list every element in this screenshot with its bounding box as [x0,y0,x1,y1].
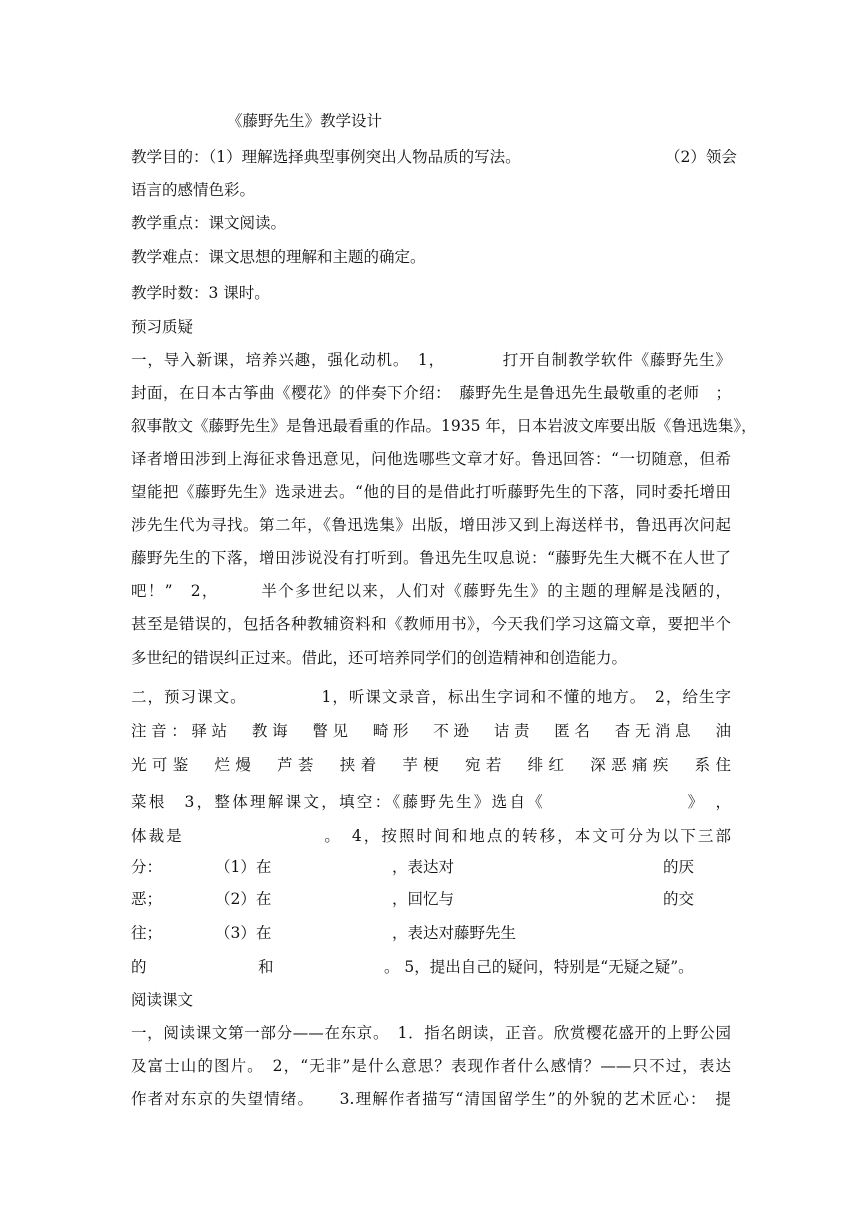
paragraph-line: 吧！” 2， 半个多世纪以来，人们对《藤野先生》的主题的理解是浅陋的， [131,582,731,600]
blank-text: 的交 [663,890,695,908]
paragraph-line: 作者对东京的失望情绪。 3.理解作者描写“清国留学生”的外貌的艺术匠心： 提 [131,1090,731,1108]
blank-text: 分： [131,858,163,876]
paragraph-line: 一，阅读课文第一部分——在东京。 1．指名朗读，正音。欣赏樱花盛开的上野公园 [131,1024,731,1042]
paragraph-line: 一，导入新课，培养兴趣，强化动机。 1， 打开自制教学软件《藤野先生》 [131,351,731,369]
blank-text: 往； [131,924,163,942]
paragraph-line: 体裁是 。 4，按照时间和地点的转移，本文可分为以下三部 [131,827,731,845]
blank-text: 和 [258,958,274,976]
blank-text: 恶； [131,890,163,908]
objectives-line-2: 语言的感情色彩。 [131,181,256,199]
paragraph-line: 望能把《藤野先生》选录进去。“他的目的是借此打听藤野先生的下落，同时委托增田 [131,483,731,501]
paragraph-line: 叙事散文《藤野先生》是鲁迅最看重的作品。1935 年，日本岩波文库要出版《鲁迅选集》， [131,417,757,435]
blank-text: 。 5，提出自己的疑问，特别是“无疑之疑”。 [384,958,694,976]
blank-text: （3）在 [215,924,272,942]
section-heading-reading: 阅读课文 [131,991,194,1009]
paragraph-line: 译者增田涉到上海征求鲁迅意见，问他选哪些文章才好。鲁迅回答：“一切随意，但希 [131,450,731,468]
objective-2-start: （2）领会 [665,148,737,166]
key-point: 教学重点：课文阅读。 [131,214,287,232]
paragraph-line: 甚至是错误的，包括各种教辅资料和《教师用书》，今天我们学习这篇文章，要把半个 [131,615,731,633]
paragraph-line: 二，预习课文。 1，听课文录音，标出生字词和不懂的地方。 2，给生字 [131,688,731,706]
paragraph-line: 及富士山的图片。 2，“无非”是什么意思？表现作者什么感情？——只不过，表达 [131,1057,731,1075]
difficulty: 教学难点：课文思想的理解和主题的确定。 [131,248,426,266]
section-heading-preview: 预习质疑 [131,318,194,336]
paragraph-line: 菜根 3，整体理解课文，填空：《藤野先生》选自《 》 ， [131,793,731,811]
blank-text: （1）在 [215,858,272,876]
blank-text: ，表达对藤野先生 [392,924,517,942]
objectives-line-1 [131,147,737,167]
blank-text: ，表达对 [392,858,455,876]
objective-1: 教学目的：（1）理解选择典型事例突出人物品质的写法。 [131,148,521,166]
blank-text: （2）在 [215,890,272,908]
doc-title: 《藤野先生》教学设计 [227,112,383,130]
paragraph-line: 光可鉴 烂熳 芦荟 挟着 芋梗 宛若 绯红 深恶痛疾 系住 [131,756,731,774]
blank-text: 的厌 [663,858,695,876]
paragraph-line: 涉先生代为寻找。第二年，《鲁迅选集》出版，增田涉又到上海送样书，鲁迅再次问起 [131,516,731,534]
paragraph-line: 封面，在日本古筝曲《樱花》的伴奏下介绍： 藤野先生是鲁迅先生最敬重的老师 ； [131,384,731,402]
paragraph-line: 注音：驿站 教诲 瞥见 畸形 不逊 诘责 匿名 杳无消息 油 [131,722,731,740]
blank-text: ，回忆与 [392,890,455,908]
blank-text: 的 [131,958,147,976]
paragraph-line: 藤野先生的下落，增田涉说没有打听到。鲁迅先生叹息说：“藤野先生大概不在人世了 [131,549,731,567]
teaching-hours: 教学时数：3 课时。 [131,284,270,302]
paragraph-line: 多世纪的错误纠正过来。借此，还可培养同学们的创造精神和创造能力。 [131,649,628,667]
